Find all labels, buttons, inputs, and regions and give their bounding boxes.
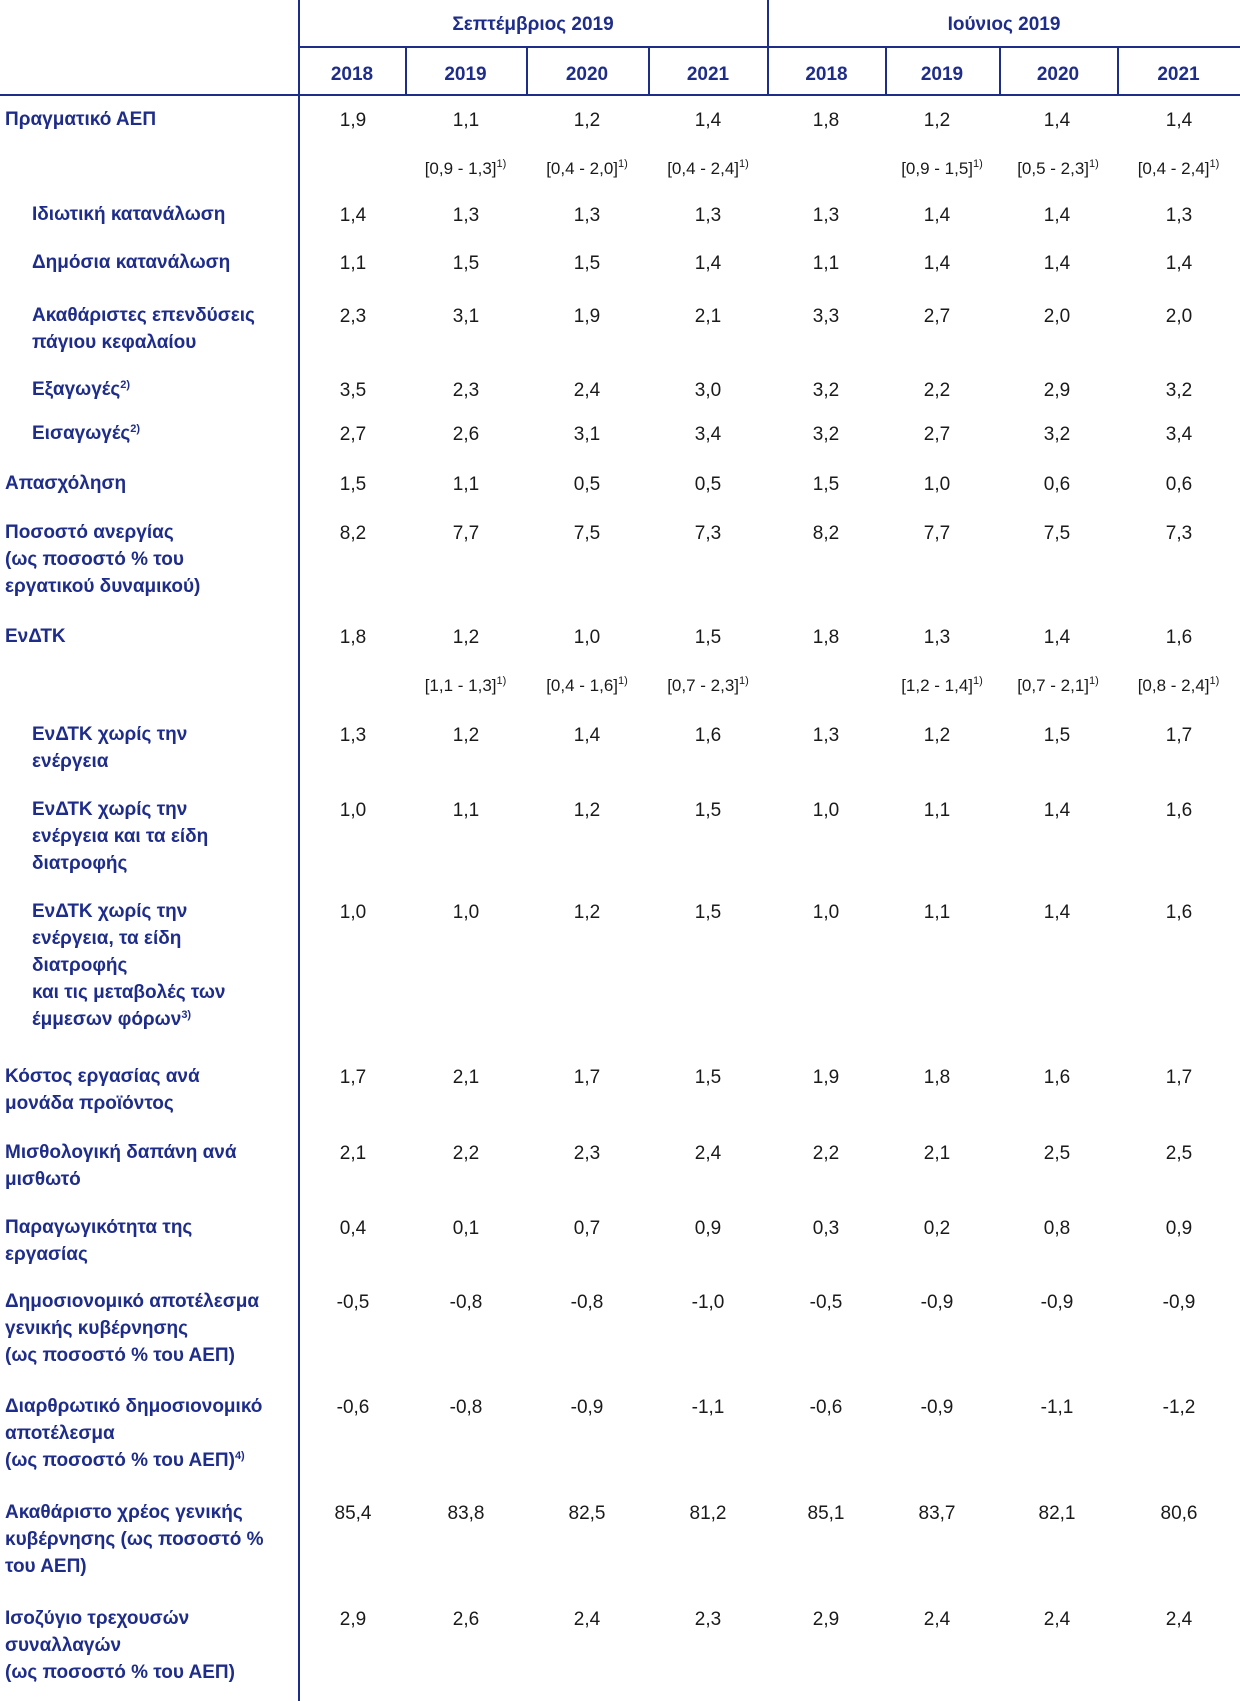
- value-cell: 1,4: [694, 253, 722, 274]
- row-label-line: Ισοζύγιο τρεχουσών: [5, 1608, 190, 1629]
- value-cell: 0,3: [812, 1218, 840, 1239]
- value-cell: 1,1: [452, 474, 480, 495]
- row-label: [32, 376, 130, 403]
- value-cell: 81,2: [689, 1503, 727, 1524]
- value-cell: 3,4: [694, 424, 722, 445]
- value-cell: 1,8: [812, 110, 840, 131]
- row-label-line: ΕνΔΤΚ χωρίς την: [32, 724, 188, 745]
- year-header: 2020: [1036, 64, 1080, 85]
- range-cell: [407, 676, 524, 696]
- value-cell: 2,1: [694, 306, 722, 327]
- footnote-marker: 4): [234, 1450, 245, 1462]
- value-cell: 1,0: [452, 902, 480, 923]
- year-header: 2020: [565, 64, 609, 85]
- value-cell: 7,5: [1043, 523, 1071, 544]
- footnote-marker: 1): [973, 675, 983, 687]
- value-cell: -0,8: [570, 1292, 604, 1313]
- value-cell: 2,7: [923, 306, 951, 327]
- footnote-marker: 1): [1209, 158, 1220, 170]
- value-cell: -0,8: [449, 1292, 483, 1313]
- value-cell: 3,2: [812, 380, 840, 401]
- value-cell: 2,9: [1043, 380, 1071, 401]
- value-cell: 0,7: [573, 1218, 601, 1239]
- value-cell: 2,2: [923, 380, 951, 401]
- range-text: [0,9 - 1,3]: [424, 159, 497, 178]
- range-text: [0,4 - 2,4]: [667, 159, 740, 178]
- value-cell: 3,0: [694, 380, 722, 401]
- range-text: [0,7 - 2,3]: [667, 676, 740, 695]
- value-cell: 1,0: [812, 800, 840, 821]
- value-cell: 1,0: [812, 902, 840, 923]
- row-label-line: ΕνΔΤΚ χωρίς την: [32, 799, 188, 820]
- value-cell: 1,5: [812, 474, 840, 495]
- row-label: [32, 796, 208, 877]
- value-cell: 1,3: [1165, 205, 1193, 226]
- value-cell: 83,8: [447, 1503, 485, 1524]
- row-label-line: Ποσοστό ανεργίας: [5, 522, 174, 543]
- value-cell: 1,4: [1043, 205, 1071, 226]
- value-cell: 3,1: [452, 306, 480, 327]
- value-cell: 3,2: [1165, 380, 1193, 401]
- value-cell: 1,3: [339, 725, 367, 746]
- range-cell: [528, 159, 646, 179]
- value-cell: 2,9: [812, 1609, 840, 1630]
- value-cell: 2,0: [1165, 306, 1193, 327]
- row-label-line: διατροφής: [32, 955, 128, 976]
- value-cell: 3,4: [1165, 424, 1193, 445]
- value-cell: 82,5: [568, 1503, 606, 1524]
- value-cell: 2,4: [694, 1143, 722, 1164]
- row-label-line: ενέργεια και τα είδη: [32, 826, 209, 847]
- row-label-line: Ακαθάριστες επενδύσεις: [32, 305, 255, 326]
- value-cell: 1,5: [694, 902, 722, 923]
- footnote-marker: 1): [618, 675, 628, 687]
- row-label: [5, 470, 126, 497]
- value-cell: 1,4: [1043, 902, 1071, 923]
- value-cell: 2,3: [694, 1609, 722, 1630]
- value-cell: 2,4: [573, 380, 601, 401]
- row-label: [32, 721, 187, 775]
- value-cell: 1,2: [452, 627, 480, 648]
- row-label-line: αποτέλεσμα: [5, 1423, 115, 1444]
- row-label: [32, 201, 225, 228]
- range-cell: [1001, 159, 1115, 179]
- footnote-marker: 1): [1089, 675, 1099, 687]
- footnote-marker: 1): [1089, 158, 1099, 170]
- value-cell: 1,3: [923, 627, 951, 648]
- value-cell: 1,0: [923, 474, 951, 495]
- value-cell: 1,1: [812, 253, 840, 274]
- value-cell: 1,0: [573, 627, 601, 648]
- range-cell: [887, 159, 997, 179]
- range-text: [0,8 - 2,4]: [1137, 676, 1210, 695]
- value-cell: 2,6: [452, 424, 480, 445]
- value-cell: 2,7: [339, 424, 367, 445]
- value-cell: 1,6: [1165, 800, 1193, 821]
- value-cell: 1,4: [1043, 110, 1071, 131]
- row-label: [5, 1063, 200, 1117]
- footnote-marker: 2): [120, 379, 130, 391]
- year-header: 2019: [920, 64, 964, 85]
- value-cell: 1,1: [339, 253, 367, 274]
- value-cell: 1,1: [923, 902, 951, 923]
- row-label-line: (ως ποσοστό % του: [5, 549, 184, 570]
- value-cell: 1,3: [812, 205, 840, 226]
- value-cell: 1,5: [694, 1067, 722, 1088]
- row-label-line: Μισθολογική δαπάνη ανά: [5, 1142, 237, 1163]
- value-cell: 1,2: [573, 800, 601, 821]
- row-label: [5, 1139, 237, 1193]
- range-cell: [887, 676, 997, 696]
- range-text: [0,4 - 2,4]: [1137, 159, 1210, 178]
- value-cell: -0,6: [336, 1397, 370, 1418]
- row-label: [32, 302, 255, 356]
- value-cell: 3,2: [1043, 424, 1071, 445]
- value-cell: 2,5: [1043, 1143, 1071, 1164]
- row-label-line: ενέργεια, τα είδη: [32, 928, 182, 949]
- range-text: [0,4 - 2,0]: [546, 159, 619, 178]
- row-label-line: Δημόσια κατανάλωση: [32, 252, 231, 273]
- value-cell: 3,3: [812, 306, 840, 327]
- year-header: 2021: [686, 64, 730, 85]
- value-cell: 2,1: [452, 1067, 480, 1088]
- row-label-line: Δημοσιονομικό αποτέλεσμα: [5, 1291, 260, 1312]
- footnote-marker: 1): [496, 675, 507, 687]
- value-cell: -1,1: [1040, 1397, 1074, 1418]
- row-label-line: Παραγωγικότητα της: [5, 1217, 193, 1238]
- row-label-line: (ως ποσοστό % του ΑΕΠ): [5, 1662, 235, 1683]
- value-cell: 1,1: [923, 800, 951, 821]
- value-cell: 1,4: [1043, 253, 1071, 274]
- value-cell: -0,5: [809, 1292, 843, 1313]
- value-cell: 1,4: [1165, 110, 1193, 131]
- value-cell: 0,5: [694, 474, 722, 495]
- value-cell: 1,4: [923, 205, 951, 226]
- row-label-line: ενέργεια: [32, 751, 109, 772]
- value-cell: 2,3: [452, 380, 480, 401]
- row-label-line: πάγιου κεφαλαίου: [32, 332, 197, 353]
- value-cell: 1,3: [452, 205, 480, 226]
- range-text: [0,5 - 2,3]: [1017, 159, 1090, 178]
- value-cell: 1,7: [339, 1067, 367, 1088]
- row-label-line: Ακαθάριστο χρέος γενικής: [5, 1502, 243, 1523]
- value-cell: 2,1: [339, 1143, 367, 1164]
- value-cell: 1,9: [812, 1067, 840, 1088]
- year-header: 2019: [444, 64, 487, 85]
- value-cell: 1,1: [452, 110, 480, 131]
- period-header-rule: [298, 46, 1240, 48]
- value-cell: 2,7: [923, 424, 951, 445]
- row-label-line: διατροφής: [32, 853, 128, 874]
- value-cell: 0,1: [452, 1218, 480, 1239]
- period-header: Σεπτέμβριος 2019: [452, 14, 614, 35]
- value-cell: 0,9: [694, 1218, 722, 1239]
- range-cell: [528, 676, 646, 696]
- value-cell: 1,4: [1043, 627, 1071, 648]
- value-cell: -0,9: [920, 1292, 954, 1313]
- value-cell: 1,3: [812, 725, 840, 746]
- row-label-line: (ως ποσοστό % του ΑΕΠ): [5, 1345, 235, 1366]
- value-cell: 1,2: [573, 902, 601, 923]
- value-cell: 80,6: [1160, 1503, 1198, 1524]
- row-label-line: εργασίας: [5, 1244, 88, 1265]
- value-cell: -1,1: [691, 1397, 725, 1418]
- row-label-line: Εξαγωγές: [32, 379, 121, 400]
- value-cell: 1,5: [694, 800, 722, 821]
- row-label: [5, 1393, 262, 1474]
- value-cell: 2,5: [1165, 1143, 1193, 1164]
- value-cell: 1,8: [812, 627, 840, 648]
- value-cell: 1,4: [923, 253, 951, 274]
- value-cell: 1,7: [573, 1067, 601, 1088]
- row-label-line: ΕνΔΤΚ χωρίς την: [32, 901, 188, 922]
- value-cell: 3,5: [339, 380, 367, 401]
- footnote-marker: 1): [496, 158, 507, 170]
- row-label-line: Διαρθρωτικό δημοσιονομικό: [5, 1396, 263, 1417]
- value-cell: 2,3: [573, 1143, 601, 1164]
- footnote-marker: 1): [739, 158, 749, 170]
- footnote-marker: 2): [130, 423, 141, 435]
- value-cell: 1,1: [452, 800, 480, 821]
- value-cell: -0,5: [336, 1292, 370, 1313]
- value-cell: -0,8: [449, 1397, 483, 1418]
- footnote-marker: 1): [739, 675, 749, 687]
- value-cell: 2,3: [339, 306, 367, 327]
- row-label-line: εργατικού δυναμικού): [5, 576, 201, 597]
- value-cell: 1,2: [923, 725, 951, 746]
- value-cell: 1,0: [339, 902, 367, 923]
- value-cell: 7,7: [923, 523, 951, 544]
- row-label-line: Ιδιωτική κατανάλωση: [32, 204, 226, 225]
- value-cell: 1,8: [339, 627, 367, 648]
- row-label: [32, 249, 230, 276]
- footnote-marker: 1): [1209, 675, 1220, 687]
- value-cell: 3,2: [812, 424, 840, 445]
- row-label: [5, 1214, 192, 1268]
- header-bottom-rule: [0, 94, 1240, 96]
- row-label-line: μονάδα προϊόντος: [5, 1093, 174, 1114]
- row-label-line: κυβέρνησης (ως ποσοστό %: [5, 1529, 264, 1550]
- value-cell: 1,6: [1165, 627, 1193, 648]
- value-cell: 0,6: [1043, 474, 1071, 495]
- value-cell: 7,5: [573, 523, 601, 544]
- value-cell: 1,2: [923, 110, 951, 131]
- row-label: [32, 898, 225, 1033]
- value-cell: 1,3: [694, 205, 722, 226]
- value-cell: 2,4: [1043, 1609, 1071, 1630]
- value-cell: -1,0: [691, 1292, 725, 1313]
- value-cell: 0,2: [923, 1218, 951, 1239]
- value-cell: 85,1: [807, 1503, 845, 1524]
- value-cell: 2,2: [452, 1143, 480, 1164]
- value-cell: 2,4: [923, 1609, 951, 1630]
- value-cell: -1,2: [1162, 1397, 1196, 1418]
- footnote-marker: 1): [973, 158, 983, 170]
- value-cell: 2,2: [812, 1143, 840, 1164]
- row-label-line: Εισαγωγές: [32, 423, 131, 444]
- row-label-line: γενικής κυβέρνησης: [5, 1318, 189, 1339]
- range-text: [0,7 - 2,1]: [1017, 676, 1090, 695]
- range-text: [1,1 - 1,3]: [424, 676, 497, 695]
- range-text: [1,2 - 1,4]: [901, 676, 974, 695]
- value-cell: 0,8: [1043, 1218, 1071, 1239]
- value-cell: 2,4: [573, 1609, 601, 1630]
- value-cell: 1,4: [573, 725, 601, 746]
- value-cell: 8,2: [812, 523, 840, 544]
- range-text: [0,4 - 1,6]: [546, 676, 619, 695]
- value-cell: 0,9: [1165, 1218, 1193, 1239]
- row-label-line: έμμεσων φόρων: [32, 1009, 182, 1030]
- value-cell: 2,9: [339, 1609, 367, 1630]
- value-cell: -0,9: [1162, 1292, 1196, 1313]
- value-cell: 1,4: [339, 205, 367, 226]
- footnote-marker: 1): [618, 158, 628, 170]
- range-cell: [1119, 159, 1238, 179]
- period-header: Ιούνιος 2019: [947, 14, 1061, 35]
- value-cell: 3,1: [573, 424, 601, 445]
- row-label: [5, 623, 66, 650]
- value-cell: 0,6: [1165, 474, 1193, 495]
- value-cell: 0,5: [573, 474, 601, 495]
- value-cell: 1,6: [694, 725, 722, 746]
- range-cell: [1119, 676, 1238, 696]
- row-label-line: (ως ποσοστό % του ΑΕΠ): [5, 1450, 235, 1471]
- row-label: [5, 1499, 264, 1580]
- value-cell: 1,3: [573, 205, 601, 226]
- row-label: [5, 1288, 259, 1369]
- row-label: [5, 106, 156, 133]
- value-cell: 1,5: [1043, 725, 1071, 746]
- value-cell: 1,9: [339, 110, 367, 131]
- value-cell: 1,7: [1165, 1067, 1193, 1088]
- range-text: [0,9 - 1,5]: [901, 159, 974, 178]
- range-cell: [650, 676, 766, 696]
- year-header: 2018: [330, 64, 374, 85]
- value-cell: 1,5: [339, 474, 367, 495]
- row-label-line: συναλλαγών: [5, 1635, 122, 1656]
- value-cell: 1,2: [573, 110, 601, 131]
- value-cell: 2,4: [1165, 1609, 1193, 1630]
- year-header: 2021: [1157, 64, 1200, 85]
- row-label-line: Κόστος εργασίας ανά: [5, 1066, 200, 1087]
- value-cell: 83,7: [918, 1503, 956, 1524]
- value-cell: 82,1: [1038, 1503, 1076, 1524]
- footnote-marker: 3): [181, 1009, 192, 1021]
- value-cell: 1,4: [1043, 800, 1071, 821]
- value-cell: 0,4: [339, 1218, 367, 1239]
- row-label-line: και τις μεταβολές των: [32, 982, 226, 1003]
- value-cell: 1,6: [1043, 1067, 1071, 1088]
- value-cell: 1,5: [452, 253, 480, 274]
- value-cell: -0,9: [570, 1397, 604, 1418]
- value-cell: 1,7: [1165, 725, 1193, 746]
- row-label-line: του ΑΕΠ): [5, 1556, 87, 1577]
- range-cell: [407, 159, 524, 179]
- value-cell: 2,0: [1043, 306, 1071, 327]
- row-label-line: ΕνΔΤΚ: [5, 626, 66, 647]
- row-label-line: Πραγματικό ΑΕΠ: [5, 109, 157, 130]
- value-cell: 1,8: [923, 1067, 951, 1088]
- value-cell: 7,7: [452, 523, 480, 544]
- value-cell: 85,4: [334, 1503, 372, 1524]
- row-label: [5, 519, 200, 600]
- value-cell: 7,3: [1165, 523, 1193, 544]
- value-cell: 1,9: [573, 306, 601, 327]
- value-cell: -0,9: [1040, 1292, 1074, 1313]
- value-cell: 1,6: [1165, 902, 1193, 923]
- range-cell: [1001, 676, 1115, 696]
- value-cell: 1,2: [452, 725, 480, 746]
- row-label: [32, 420, 140, 447]
- row-label: [5, 1605, 235, 1686]
- value-cell: 1,5: [573, 253, 601, 274]
- value-cell: 1,0: [339, 800, 367, 821]
- value-cell: -0,6: [809, 1397, 843, 1418]
- value-cell: 1,5: [694, 627, 722, 648]
- row-label-line: μισθωτό: [5, 1169, 81, 1190]
- row-label-line: Απασχόληση: [5, 473, 127, 494]
- value-cell: 7,3: [694, 523, 722, 544]
- value-cell: 8,2: [339, 523, 367, 544]
- value-cell: 1,4: [694, 110, 722, 131]
- value-cell: 2,1: [923, 1143, 951, 1164]
- year-header: 2018: [805, 64, 848, 85]
- value-cell: 2,6: [452, 1609, 480, 1630]
- range-cell: [650, 159, 766, 179]
- value-cell: 1,4: [1165, 253, 1193, 274]
- value-cell: -0,9: [920, 1397, 954, 1418]
